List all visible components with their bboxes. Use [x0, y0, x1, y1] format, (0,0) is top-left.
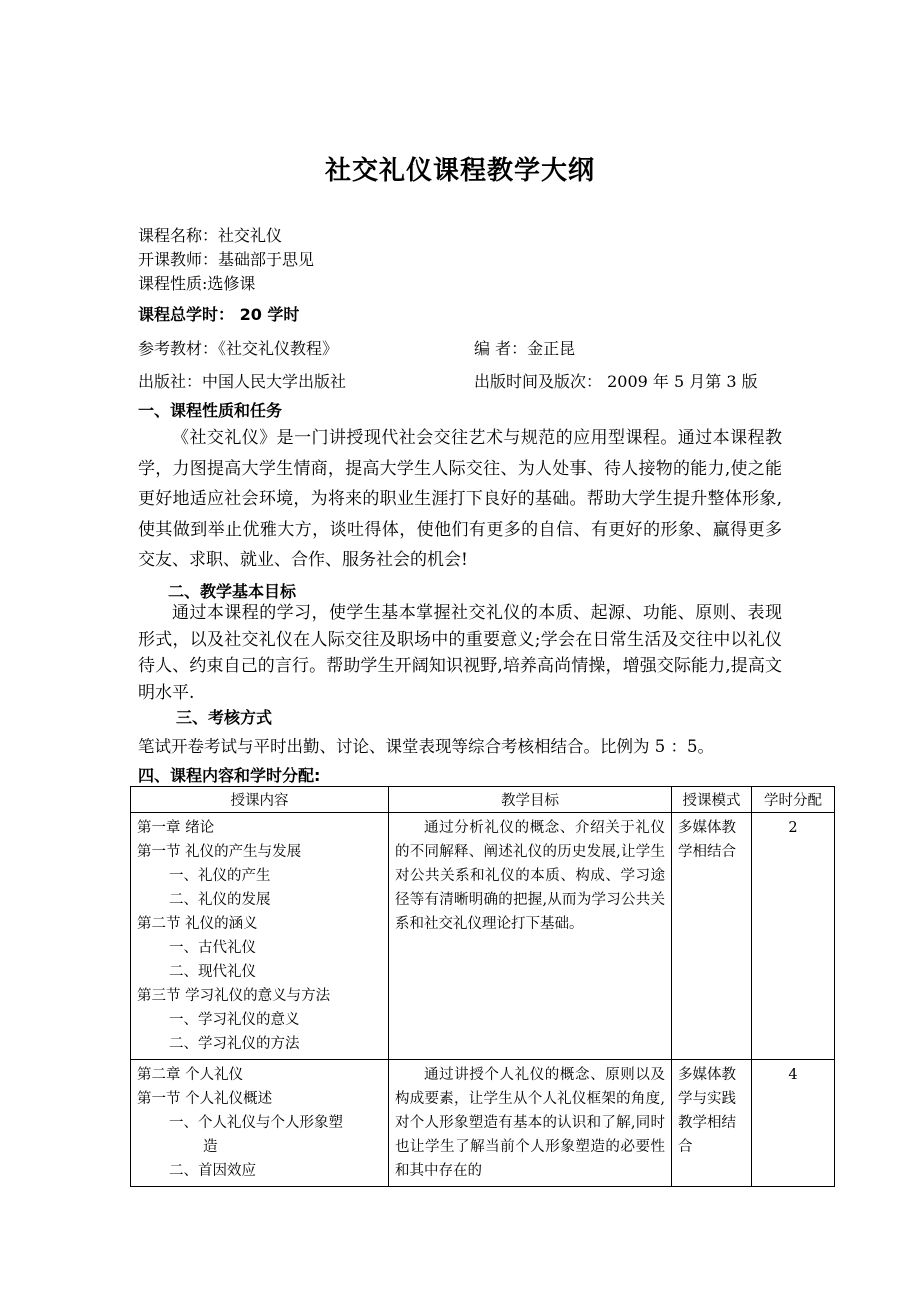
content-line: 一、学习礼仪的意义	[169, 1012, 300, 1028]
table-header-row	[131, 787, 835, 813]
content-line: 第一节 礼仪的产生与发展	[137, 844, 302, 860]
section-body-1: 《社交礼仪》是一门讲授现代社会交往艺术与规范的应用型课程。通过本课程教学，力图提高大学生情商，提高大学生人际交往、为人处事、待人接物的能力,使之能更好地适应社会环境，为将来的职业生涯打下良好的基础。帮助大学生提升整体形象,使其做到举止优雅大方，谈吐得体，使他们有更多的自信、有更好的形象、赢得更多交友、求职、就业、合作、服务社会的机会!	[138, 428, 782, 570]
goal-cell: 通过分析礼仪的概念、介绍关于礼仪的不同解释、阐述礼仪的历史发展,让学生对公共关系和礼仪的本质、构成、学习途径等有清晰明确的把握,从而为学习公共关系和社交礼仪理论打下基础。	[389, 813, 672, 1060]
content-line: 二、现代礼仪	[169, 964, 256, 980]
hours-cell: 2	[752, 813, 835, 1060]
mode-cell: 多媒体教学与实践教学相结合	[672, 1060, 752, 1187]
section-heading-3: 三、考核方式	[176, 708, 273, 727]
content-line: 第二节 礼仪的涵义	[137, 916, 258, 932]
textbook-author: 编 者：金正昆	[474, 339, 576, 358]
content-line: 二、礼仪的发展	[169, 892, 271, 908]
course-nature: 课程性质:选修课	[138, 274, 256, 293]
header-goal: 教学目标	[389, 787, 672, 813]
table-row	[131, 1060, 835, 1187]
content-cell	[131, 1060, 389, 1187]
section-body-3: 笔试开卷考试与平时出勤、讨论、课堂表现等综合考核相结合。比例为 5 ：5。	[138, 737, 714, 756]
publisher: 出版社：中国人民大学出版社	[138, 372, 347, 391]
content-line: 造	[203, 1139, 218, 1155]
content-line: 第一章 绪论	[137, 820, 215, 836]
edition: 出版时间及版次： 2009 年 5 月第 3 版	[474, 372, 758, 391]
content-cell	[131, 813, 389, 1060]
textbook: 参考教材：《社交礼仪教程》	[138, 339, 339, 358]
mode-cell: 多媒体教学相结合	[672, 813, 752, 1060]
content-line: 第三节 学习礼仪的意义与方法	[137, 988, 331, 1004]
content-line: 一、个人礼仪与个人形象塑	[169, 1115, 343, 1131]
schedule-table	[130, 786, 835, 1187]
course-hours: 课程总学时： 20 学时	[138, 305, 300, 324]
course-teacher: 开课教师：基础部于思见	[138, 250, 315, 269]
content-line: 一、礼仪的产生	[169, 868, 271, 884]
content-line: 第二章 个人礼仪	[137, 1067, 244, 1083]
section-heading-2: 二、教学基本目标	[168, 582, 297, 601]
section-heading-1: 一、课程性质和任务	[138, 401, 283, 420]
section-heading-4: 四、课程内容和学时分配:	[138, 766, 321, 785]
section-body-2: 通过本课程的学习，使学生基本掌握社交礼仪的本质、起源、功能、原则、表现形式，以及社交礼仪在人际交往及职场中的重要意义;学会在日常生活及交往中以礼仪待人、约束自己的言行。帮助学生开阔知识视野,培养高尚情操，增强交际能力,提高文明水平.	[138, 603, 782, 703]
goal-cell: 通过讲授个人礼仪的概念、原则以及构成要素，让学生从个人礼仪框架的角度,对个人形象塑造有基本的认识和了解,同时也让学生了解当前个人形象塑造的必要性和其中存在的	[389, 1060, 672, 1187]
content-line: 二、首因效应	[169, 1163, 256, 1179]
content-line: 第一节 个人礼仪概述	[137, 1091, 273, 1107]
header-mode: 授课模式	[672, 787, 752, 813]
header-hours: 学时分配	[752, 787, 835, 813]
course-name: 课程名称：社交礼仪	[138, 226, 283, 245]
hours-cell: 4	[752, 1060, 835, 1187]
table-row	[131, 813, 835, 1060]
content-line: 一、古代礼仪	[169, 940, 256, 956]
header-content: 授课内容	[131, 787, 389, 813]
content-line: 二、学习礼仪的方法	[169, 1036, 300, 1052]
page-title: 社交礼仪课程教学大纲	[324, 156, 595, 186]
